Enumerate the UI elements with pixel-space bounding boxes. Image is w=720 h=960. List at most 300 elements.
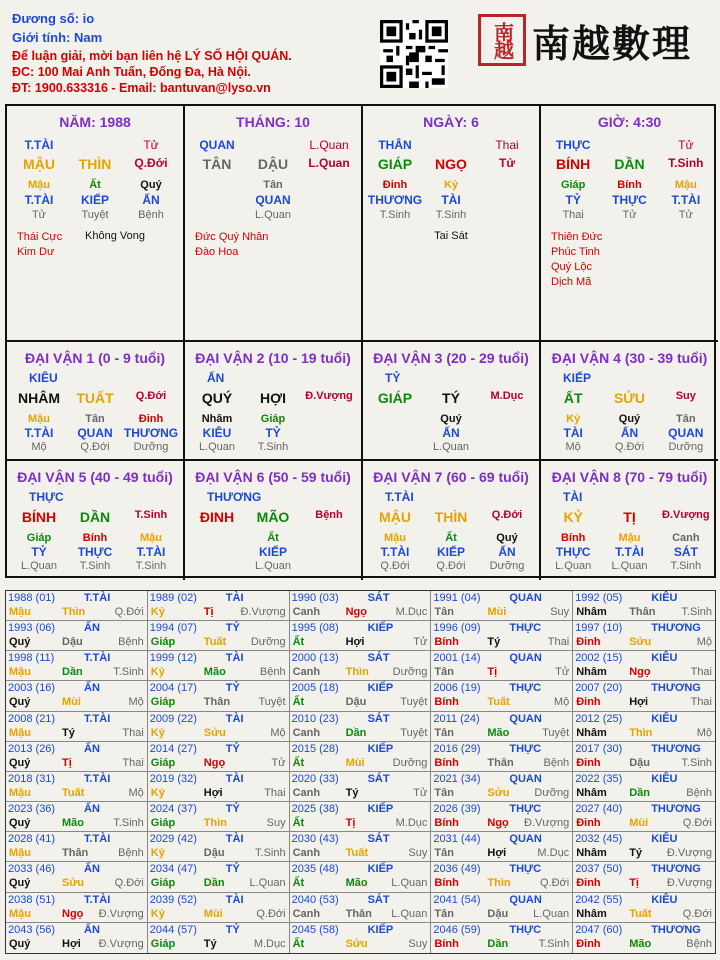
year-stem: Kỷ [150,726,165,739]
hidden-stems [545,178,714,223]
year-label: 1998 (11) [8,652,55,665]
pillar-stem-row [545,156,714,172]
year-label: 2039 (52) [149,893,197,906]
year-label: 2013 (26) [8,742,56,755]
pillar-title: GIỜ: 4:30 [597,114,662,130]
pillar-top-row [11,138,179,152]
spacer [435,490,485,504]
hidden-stem: Quý [496,532,518,544]
dv-phase: Đ.Vượng [662,509,710,521]
year-branch: Sửu [629,636,652,649]
pillar-extra: Tai Sát [434,230,468,242]
year-cell [431,651,573,681]
year-label: 2016 (29) [433,742,481,755]
hidden-stems [189,178,357,223]
dv-stem-row [11,509,179,525]
duong-so: Đương số: io [12,11,95,26]
hidden-god: TÀI [441,193,461,207]
year-label: 1994 (07) [149,622,197,635]
year-ten-god: THƯƠNG [651,682,701,695]
hidden-god: THỰC [77,545,113,559]
hidden-phase: Mộ [565,441,581,453]
pillar-3 [363,106,541,342]
hidden-col [423,531,479,573]
year-label: 2022 (35) [575,772,623,785]
year-cell [148,742,290,772]
year-branch: Dậu [203,847,225,860]
year-label: 1990 (03) [291,592,339,604]
dv-branch: TUẤT [76,390,114,406]
dai-van-5 [7,461,185,580]
year-branch: Mão [62,817,84,830]
year-stem: Canh [292,847,321,860]
year-phase: Thai [547,636,570,649]
spacer [485,490,535,504]
year-ten-god: QUAN [509,652,542,665]
hidden-god: THƯƠNG [123,426,179,440]
gioi-tinh: Giới tính: Nam [12,30,103,45]
year-label: 2005 (18) [291,682,339,695]
hidden-col [67,178,123,223]
spacer [307,371,357,385]
dv-ten-god: ẤN [207,371,225,385]
dv-phase: Q.Đới [135,390,167,402]
year-branch: Mão [629,937,652,950]
hidden-god: T.TÀI [671,193,701,207]
year-branch: Tị [487,666,498,679]
year-phase: Thai [690,696,712,709]
hidden-phase: Dưỡng [133,441,169,453]
year-branch: Thìn [629,726,653,739]
year-label: 2047 (60) [575,923,623,936]
hidden-col [123,412,179,454]
year-branch: Sửu [345,937,368,950]
year-phase: Mộ [128,696,144,709]
year-stem: Kỷ [150,606,165,618]
year-branch: Tuất [62,786,85,799]
year-label: 1996 (09) [433,622,481,635]
year-label: 2008 (21) [8,712,56,725]
hidden-god: THỰC [612,193,647,207]
year-cell [148,832,290,862]
dv-ten-god: T.TÀI [385,490,414,504]
year-phase: Q.Đới [682,817,712,830]
year-stem: Quý [9,817,31,830]
year-stem: Ất [292,937,305,950]
pillar-stem: MẬU [23,156,55,172]
year-stem: Đinh [576,696,601,709]
spacer [79,490,129,504]
year-branch: Sửu [487,786,510,799]
year-label: 2003 (16) [8,682,56,695]
year-stem: Nhâm [576,847,607,860]
year-ten-god: TÀI [225,833,244,846]
dv-stem: QUÝ [201,390,233,406]
hidden-stem: Mậu [28,179,50,191]
year-cell [573,591,715,621]
year-branch: Thìn [62,606,86,618]
hidden-god: QUAN [255,193,291,207]
year-cell [6,893,148,923]
year-label: 2036 (49) [433,863,481,876]
year-branch: Ngọ [203,756,226,769]
year-cell [148,651,290,681]
year-cell [431,802,573,832]
year-phase: M.Dục [537,847,570,860]
special-stars [551,230,602,290]
year-label: 2023 (36) [8,803,56,816]
year-cell [290,862,432,892]
hidden-col [545,531,601,573]
year-ten-god: THƯƠNG [651,923,701,936]
year-ten-god: ẤN [84,682,100,695]
year-ten-god: TÀI [225,893,244,906]
hidden-stem: Đinh [382,179,408,191]
year-cell [6,862,148,892]
year-branch: Dậu [487,907,509,920]
dv-stem-row [11,390,179,406]
dv-star-row [11,490,179,504]
hidden-phase: Thai [562,209,584,221]
dai-van-title: ĐẠI VẬN 8 (70 - 79 tuổi) [551,469,708,485]
year-branch: Mùi [203,907,223,920]
year-branch: Hợi [487,847,507,860]
year-ten-god: QUAN [509,833,542,846]
year-stem: Giáp [150,636,176,649]
year-label: 2033 (46) [8,863,56,876]
year-ten-god: TÀI [225,652,244,665]
year-ten-god: QUAN [509,893,542,906]
dv-branch: DẦN [79,509,111,525]
year-ten-god: THƯƠNG [651,863,701,876]
year-cell [290,742,432,772]
year-ten-god: THƯƠNG [651,742,701,755]
year-branch: Mão [487,726,510,739]
year-phase: Dưỡng [392,666,428,679]
year-stem: Giáp [150,937,176,950]
hidden-col [545,412,601,454]
year-label: 2040 (53) [291,893,339,906]
brand-logo [478,12,704,68]
pillar-ten-god: T.TÀI [24,138,54,152]
year-cell [148,862,290,892]
pillar-stem-row [11,156,179,172]
year-ten-god: THỰC [509,742,542,755]
year-cell [573,802,715,832]
year-label: 1989 (02) [149,592,197,604]
year-branch: Tị [203,606,214,618]
year-stem: Bính [434,877,459,890]
hidden-stem: Quý [440,413,462,425]
star-item: Quý Lộc [551,261,592,273]
pillar-branch-phase: T.Sinh [668,156,704,170]
year-ten-god: ẤN [84,803,100,816]
pillar-branch: NGỌ [435,156,467,172]
year-phase: T.Sinh [538,937,570,950]
year-label: 2011 (24) [433,712,480,725]
dai-van-8 [541,461,718,580]
year-branch: Tuất [487,696,510,709]
year-branch: Hợi [62,937,81,950]
year-ten-god: KIẾP [367,742,394,755]
year-phase: Mộ [553,696,570,709]
pillar-stem: TÂN [202,156,232,172]
hidden-stem: Mậu [384,532,406,544]
year-ten-god: TỶ [225,622,240,635]
year-ten-god: THỰC [509,923,542,936]
year-phase: Bệnh [686,786,712,799]
year-cell [290,681,432,711]
hidden-stem: Giáp [260,413,286,425]
hidden-god: ẤN [442,426,460,440]
hidden-col [479,531,535,573]
hidden-col [67,412,123,454]
year-stem: Đinh [576,756,601,769]
year-cell [431,621,573,651]
year-stem: Nhâm [576,606,607,618]
year-phase: M.Dục [395,817,428,830]
dv-hidden [11,531,179,573]
year-stem: Canh [292,726,321,739]
year-ten-god: SÁT [367,652,390,665]
year-phase: Dưỡng [534,786,570,799]
year-label: 2038 (51) [8,893,56,906]
year-branch: Ngọ [345,606,367,618]
year-branch: Dần [487,937,509,950]
year-ten-god: SÁT [367,772,390,785]
seal-stamp: 南 越 [478,14,526,66]
year-branch: Tị [62,756,72,769]
hidden-god: KIẾP [80,193,109,207]
hidden-stem: Canh [672,532,700,544]
year-label: 1988 (01) [8,592,56,604]
hidden-col [189,178,245,223]
year-branch: Tý [345,786,359,799]
year-phase: T.Sinh [681,606,712,618]
year-phase: Tuyệt [542,726,570,739]
spacer [67,138,123,152]
pillar-title: NGÀY: 6 [423,114,479,130]
year-stem: Giáp [150,817,176,830]
hidden-god: TỶ [565,193,581,207]
year-cell [290,772,432,802]
year-label: 1997 (10) [575,622,623,635]
year-cell [431,681,573,711]
year-ten-god: ẤN [84,742,100,755]
hidden-stems [367,178,535,223]
hidden-stem: Bính [617,179,642,191]
dv-stem-row [367,390,535,406]
year-cell [6,621,148,651]
year-ten-god: QUAN [509,592,542,604]
year-phase: Mộ [270,726,286,739]
year-ten-god: TÀI [225,592,244,604]
hidden-phase: Tử [31,209,47,221]
year-phase: L.Quan [249,877,286,890]
year-ten-god: TỶ [225,803,240,816]
dv-stem-row [189,509,357,525]
year-stem: Bính [434,817,459,830]
year-cell [290,832,432,862]
dv-hidden [367,412,535,454]
year-branch: Tị [345,817,356,830]
year-phase: Bệnh [543,756,570,769]
dv-ten-god: THƯƠNG [207,490,262,504]
year-stem: Nhâm [576,907,607,920]
year-cell [431,923,573,953]
year-phase: Tử [413,786,428,799]
dai-van-title: ĐẠI VẬN 1 (0 - 9 tuổi) [24,350,165,366]
year-phase: Bệnh [118,847,144,860]
hidden-god: ẤN [620,426,639,440]
hidden-stem: Mậu [140,532,162,544]
year-label: 2024 (37) [149,803,197,816]
hidden-col [367,178,423,223]
year-branch: Tuất [203,636,227,649]
hidden-god: TÀI [563,426,583,440]
spacer [261,490,309,504]
year-cell [6,832,148,862]
hidden-god: THƯƠNG [367,193,423,207]
year-phase: T.Sinh [681,756,712,769]
year-cell [6,712,148,742]
year-branch: Dần [345,726,367,739]
hidden-phase: L.Quan [254,560,292,572]
year-label: 2043 (56) [8,923,56,936]
hidden-col [367,412,423,454]
spacer [664,371,714,385]
year-phase: Đ.Vượng [240,606,286,618]
star-item: Đức Quý Nhân [195,231,269,243]
year-cell [573,772,715,802]
dv-stem: ẤT [563,390,583,406]
hidden-phase: Mộ [31,441,47,453]
year-stem: Nhâm [576,786,607,799]
year-cell [6,742,148,772]
year-phase: Đ.Vượng [98,907,144,920]
year-stem: Mậu [9,847,31,860]
year-cell [573,923,715,953]
year-ten-god: T.TÀI [84,712,111,725]
year-stem: Quý [9,937,31,950]
pillar-branch-phase: Tử [498,156,516,170]
year-cell [573,681,715,711]
hidden-col [301,178,357,223]
year-stem: Đinh [576,877,601,890]
dv-ten-god: TỶ [385,371,401,385]
pillar-phase: Tử [143,138,159,152]
year-cell [148,621,290,651]
hidden-stem: Ất [445,532,457,544]
dv-stem: NHÂM [18,390,60,406]
year-branch: Hợi [203,786,223,799]
hidden-stem: Tân [85,413,105,425]
year-label: 2014 (27) [149,742,197,755]
year-branch: Sửu [203,726,226,739]
year-branch: Hợi [629,696,649,709]
year-label: 2034 (47) [149,863,197,876]
year-stem: Tân [434,907,454,920]
year-stem: Giáp [150,696,176,709]
year-branch: Tý [629,847,643,860]
hidden-col [658,412,714,454]
year-stem: Ất [292,696,305,709]
year-cell [573,862,715,892]
year-phase: Q.Đới [114,877,144,890]
year-ten-god: KIẾP [367,923,394,936]
year-phase: Q.Đới [114,606,144,618]
year-label: 2042 (55) [575,893,623,906]
year-label: 2041 (54) [433,893,481,906]
year-ten-god: TÀI [225,712,244,725]
year-branch: Dậu [345,696,367,709]
dai-van-7 [363,461,541,580]
dv-phase: Suy [675,390,696,402]
year-label: 2028 (41) [8,833,56,846]
hidden-stem: Tân [676,413,696,425]
year-ten-god: KIẾP [367,622,394,635]
hidden-col [479,412,535,454]
hidden-stem: Quý [140,179,162,191]
year-phase: Mộ [128,786,144,799]
year-label: 2012 (25) [575,712,623,725]
year-branch: Mão [345,877,368,890]
contact-line-2: ĐC: 100 Mai Anh Tuấn, Đống Đa, Hà Nội. [12,65,251,79]
year-phase: Thai [122,726,144,739]
dv-ten-god: KIÊU [29,371,58,385]
year-cell [6,923,148,953]
hidden-phase: Bệnh [138,209,164,221]
dv-star-row [545,371,714,385]
year-ten-god: KIÊU [651,893,678,906]
year-branch: Mùi [487,606,507,618]
year-cell [431,742,573,772]
star-item: Dịch Mã [551,276,592,288]
dv-ten-god: KIẾP [563,371,592,385]
pillar-1 [7,106,185,342]
pillar-top-row [367,138,535,152]
dv-branch: HỢI [260,390,286,406]
dv-phase: Đ.Vượng [305,390,353,402]
year-stem: Ất [292,817,305,830]
year-stem: Nhâm [576,666,607,679]
pillar-4 [541,106,718,342]
hidden-god: QUAN [668,426,704,440]
year-phase: Suy [266,817,286,830]
hidden-phase: L.Quan [20,560,58,572]
year-cell [148,893,290,923]
year-phase: Tử [413,636,428,649]
pillar-title: NĂM: 1988 [59,114,131,130]
hidden-phase: Dưỡng [668,441,704,453]
year-branch: Thân [62,847,89,860]
year-ten-god: T.TÀI [84,592,111,604]
hidden-col [367,531,423,573]
star-item: Thiên Đức [551,231,603,243]
pillar-ten-god: THỰC [555,138,591,152]
year-cell [290,893,432,923]
dv-branch: TÝ [442,390,460,406]
dv-phase: T.Sinh [134,509,168,521]
dv-star-row [367,490,535,504]
year-ten-god: T.TÀI [84,893,111,906]
hidden-stem: Kỷ [443,179,459,191]
dv-stem-row [545,390,714,406]
hidden-stem: Bính [560,532,586,544]
hidden-stem: Ất [89,179,101,191]
year-ten-god: THƯƠNG [651,622,701,635]
dv-stem: KỶ [563,509,583,525]
